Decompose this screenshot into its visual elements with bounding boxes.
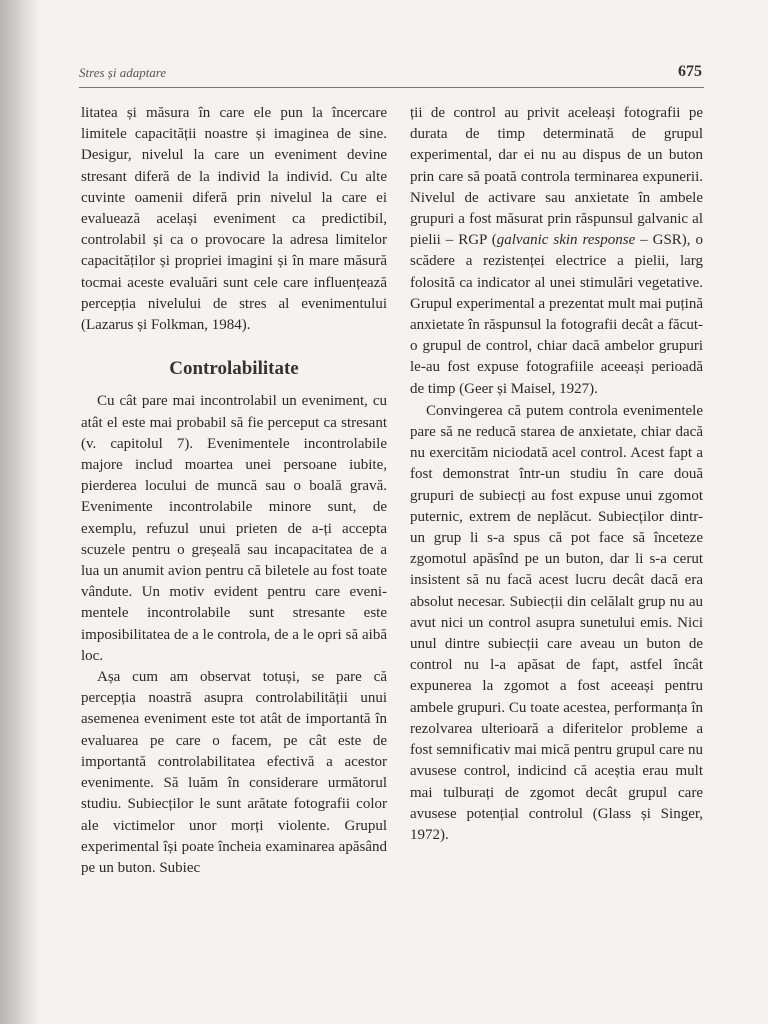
paragraph: Convingerea că putem controla evenimentele pare să ne reducă starea de anxietate, chiar dacă nu exercităm niciodată acel control. Acest fapt a fost demonstrat într-un studiu în care două grupuri de subiecți au fost expuse unui zgomot puternic, extrem de neplăcut. Subiecților dintr-un grup li s-a spus că pot face să înceteze zgomotul apăsînd pe un buton, dar li s-a cerut insistent să nu facă acest lucru decât dacă era absolut necesar. Subiecții din celălalt grup nu au avut nici un control asupra sunetului emis. Nici unul dintre subiecții care aveau un buton de control nu l-a apăsat de fapt, astfel încât expunerea la zgomot a fost aceeași pentru ambele grupuri. Cu toate acestea, performanța în rezolvarea ulterioară a diferitelor probleme a fost semnificativ mai mică pentru grupul care nu avusese control, indicind că aceștia erau mult mai tulburați de zgomot decât grupul care avusese potențial controlul (Glass și Singer, 1972). bbox=[410, 402, 703, 843]
page-binding-shadow bbox=[0, 0, 40, 1024]
paragraph: Așa cum am observat totuși, se pare că percepția noastră asupra controlabilității unui asemenea eveniment este tot atât de importantă în evaluarea pe care o facem, pe cât este de importantă controlabilitatea efectivă a acestor evenimente. Să luăm în considerare următorul studiu. Subiecților le sunt arătate fotografii color ale victimelor unor morți violente. Grupul experimental își poate încheia examinarea apăsând pe un buton. Subiec bbox=[81, 669, 387, 876]
paragraph-text: ții de control au privit aceleași fotografii pe durata de timp determinată de grupul experimental, dar ei nu au dispus de un buton prin care să poată controla terminarea expunerii. Nivelul de activare sau anxietate în ambele grupuri a fost măsurat prin răspunsul galvanic al pielii – RGP ( bbox=[410, 105, 703, 249]
header-rule bbox=[79, 87, 704, 88]
right-column bbox=[410, 103, 703, 846]
paragraph: Cu cât pare mai incontrolabil un eveniment, cu atât el este mai probabil să fie perceput ca stresant (v. capitolul 7). Evenimentele incontrolabile majore includ moartea unei persoane iubite, pierderea locului de muncă sau o boală gravă. Evenimente incontrolabile minore sunt, de exemplu, refuzul unui prieten de a-ți accepta scuzele pentru o greșeală sau incapacitatea de a lua un anumit avion pentru că biletele au fost toate vândute. Un motiv evident pentru care evenimentele incontrolabile sunt stresante este imposibilitatea de a le controla, de a le opri să aibă loc. bbox=[81, 393, 387, 664]
paragraph-text: – GSR), o scădere a rezistenței electrice a pielii, larg folosită ca indicator al unei stimulări vegetative. Grupul experimental a prezentat mult mai puțină anxietate în răspunsul la fotografii decât a făcut-o grupul de control, chiar dacă ambelor grupuri le-au fost expuse fotografiile aceeași perioadă de timp (Geer și Maisel, 1927). bbox=[410, 232, 703, 397]
page-number: 675 bbox=[678, 63, 702, 80]
left-column bbox=[81, 103, 387, 879]
running-title: Stres și adaptare bbox=[79, 65, 167, 80]
paragraph: litatea și măsura în care ele pun la încercare limitele capacității noastre și imaginea de sine. Desigur, nivelul la care un eveniment devine stresant diferă de la individ la individ. Cu alte cuvinte oamenii diferă prin nivelul la care ei evaluează același eveniment ca predictibil, controlabil și ca o provocare la adresa limitelor capacităților și propriei imagini și în mare măsură tocmai aceste evaluări sunt cele care influențează percepția nivelului de stres al evenimentului (Lazarus și Folkman, 1984). bbox=[81, 105, 387, 334]
italic-term: galvanic skin response bbox=[496, 232, 636, 249]
section-heading: Controlabilitate bbox=[169, 358, 299, 380]
paragraph bbox=[410, 103, 703, 400]
